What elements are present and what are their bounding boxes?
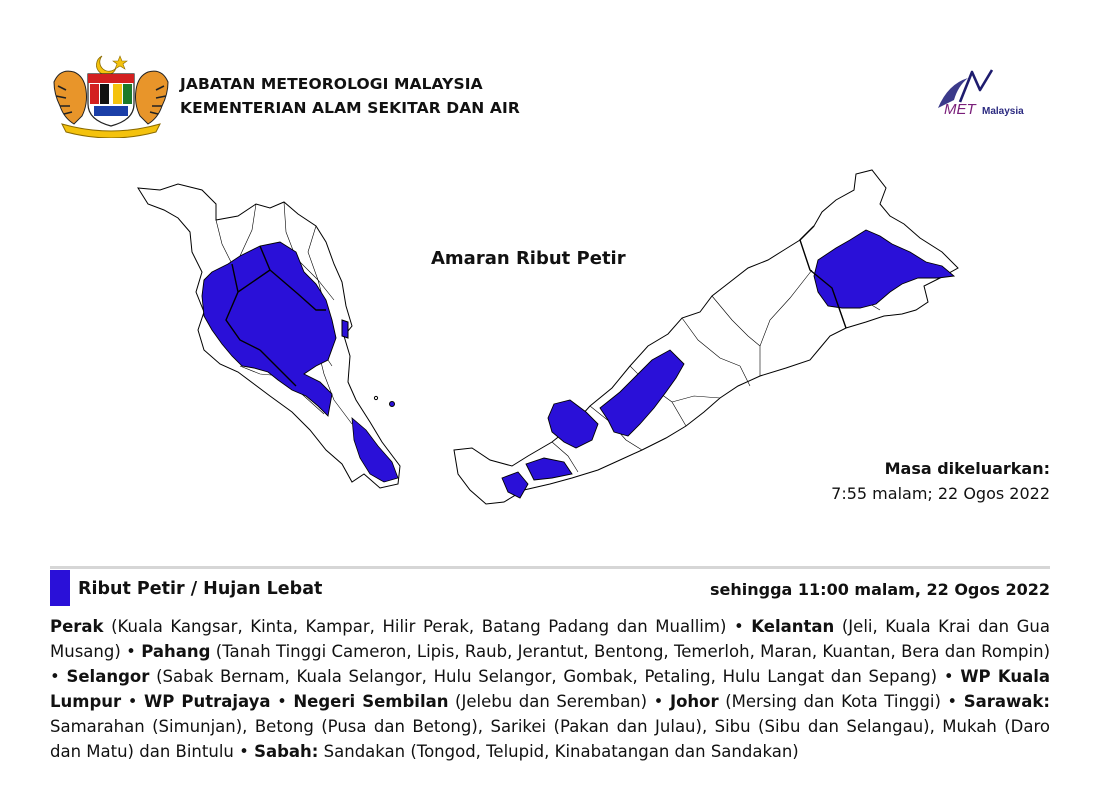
header xyxy=(50,52,1050,142)
area-state: Sarawak: xyxy=(963,692,1050,711)
met-malaysia-logo xyxy=(934,68,1046,118)
area-state: Johor xyxy=(669,692,719,711)
peninsular-malaysia xyxy=(138,184,400,488)
highlight-kelantan-east xyxy=(342,320,348,338)
warning-type: Ribut Petir / Hujan Lebat xyxy=(78,579,323,599)
borneo-outline xyxy=(454,170,958,504)
area-detail: • xyxy=(121,692,144,711)
area-detail: (Jeli, Kuala Krai dan Gua Musang) • xyxy=(50,617,1051,661)
area-state: Pahang xyxy=(141,642,211,661)
warning-header xyxy=(50,570,1050,606)
divider xyxy=(50,566,1050,569)
coat-of-arms-icon xyxy=(50,52,172,138)
warning-validity: sehingga 11:00 malam, 22 Ogos 2022 xyxy=(710,580,1050,599)
logo-malaysia-text: Malaysia xyxy=(982,106,1024,117)
affected-areas xyxy=(50,614,1050,764)
area-state: WP Putrajaya xyxy=(144,692,271,711)
island-redang xyxy=(374,396,377,399)
area-detail: (Mersing dan Kota Tinggi) • xyxy=(718,692,964,711)
area-state: WP Kuala Lumpur xyxy=(50,667,1050,711)
ministry-name: KEMENTERIAN ALAM SEKITAR DAN AIR xyxy=(180,99,520,117)
area-detail: Sandakan (Tongod, Telupid, Kinabatangan dan Sandakan) xyxy=(318,742,799,761)
agency-names xyxy=(180,72,520,120)
area-state: Kelantan xyxy=(751,617,835,636)
area-detail: Samarahan (Simunjan), Betong (Pusa dan Betong), Sarikei (Pakan dan Julau), Sibu (Sibu dan Selangau), Mukah (Daro dan Matu) dan Bintulu • xyxy=(50,717,1050,761)
map-title: Amaran Ribut Petir xyxy=(431,248,626,269)
logo-met-text: MET xyxy=(944,101,976,118)
island-tioman xyxy=(390,402,395,407)
issued-value: 7:55 malam; 22 Ogos 2022 xyxy=(831,484,1050,503)
agency-name: JABATAN METEOROLOGI MALAYSIA xyxy=(180,75,483,93)
area-state: Sabah: xyxy=(254,742,319,761)
east-malaysia xyxy=(454,170,958,504)
area-state: Negeri Sembilan xyxy=(293,692,449,711)
area-detail: (Kuala Kangsar, Kinta, Kampar, Hilir Perak, Batang Padang dan Muallim) • xyxy=(103,617,752,636)
area-detail: (Sabak Bernam, Kuala Selangor, Hulu Selangor, Gombak, Petaling, Hulu Langat dan Sepang) • xyxy=(149,667,961,686)
area-state: Perak xyxy=(50,617,104,636)
area-state: Selangor xyxy=(66,667,150,686)
area-detail: • xyxy=(270,692,294,711)
area-detail: (Jelebu dan Seremban) • xyxy=(448,692,670,711)
area-detail: (Tanah Tinggi Cameron, Lipis, Raub, Jerantut, Bentong, Temerloh, Maran, Kuantan, Bera dan Rompin) • xyxy=(50,642,1051,686)
issued-label: Masa dikeluarkan: xyxy=(884,459,1050,478)
warning-color-swatch xyxy=(50,570,70,606)
issued-time xyxy=(831,456,1050,506)
